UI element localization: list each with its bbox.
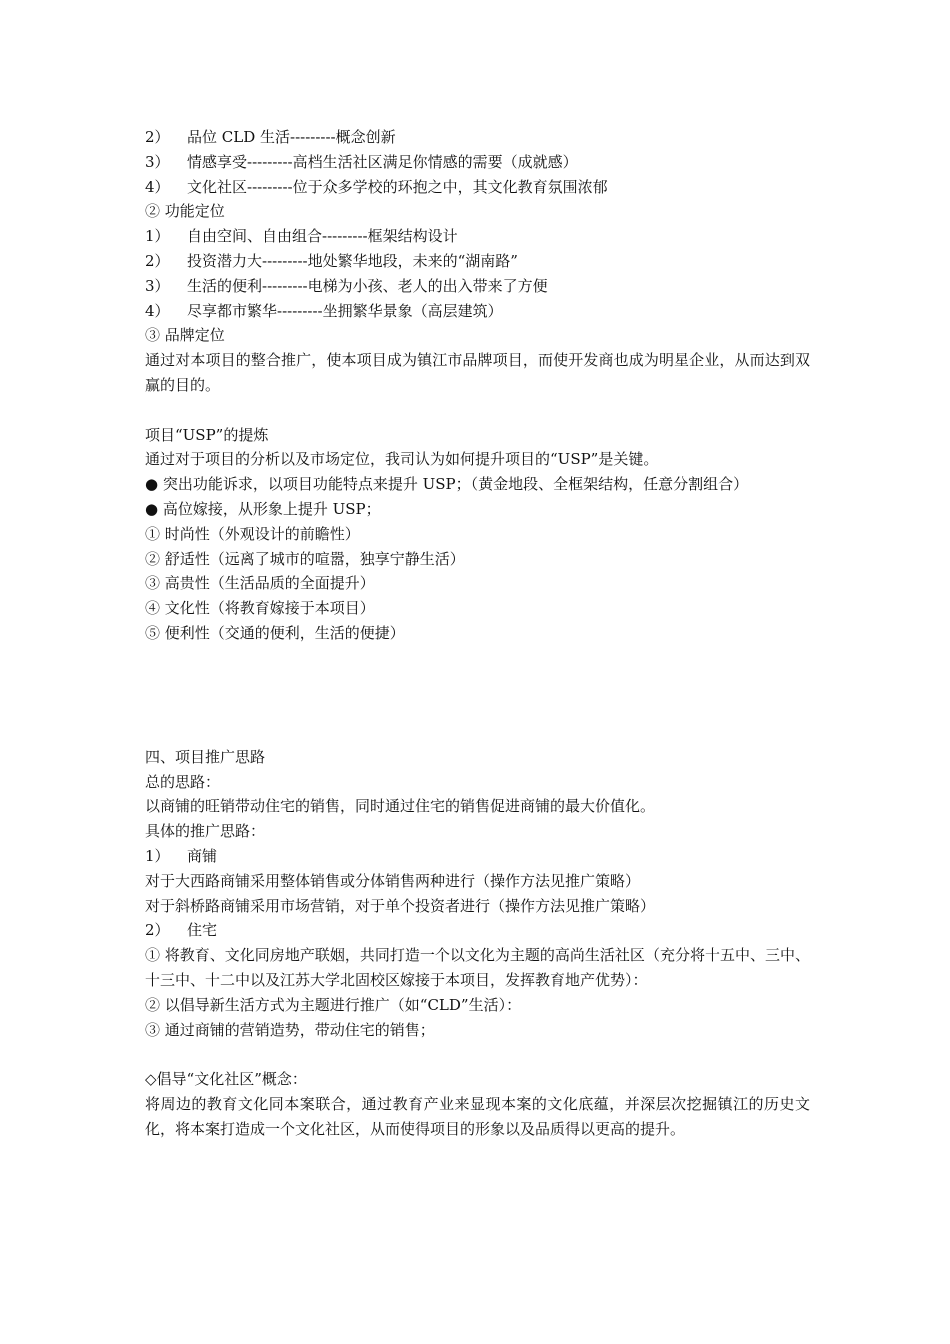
list-item <box>145 249 810 274</box>
usp-bullet-image: ● 高位嫁接，从形象上提升 USP； <box>145 499 381 518</box>
list-text: 生活的便利---------电梯为小孩、老人的出入带来了方便 <box>187 276 548 295</box>
list-item <box>145 175 810 200</box>
list-number: 3） <box>145 276 170 295</box>
residence-item: ③ 通过商铺的营销造势，带动住宅的销售； <box>145 1020 435 1039</box>
list-text: 投资潜力大---------地处繁华地段，未来的“湖南路” <box>187 251 518 270</box>
list-item <box>145 274 810 299</box>
usp-title: 项目“USP”的提炼 <box>145 425 269 444</box>
section-title: 四、项目推广思路 <box>145 747 266 766</box>
spacer <box>145 398 810 423</box>
list-text: 文化社区---------位于众多学校的环抱之中，其文化教育氛围浓郁 <box>187 177 608 196</box>
list-text: 商铺 <box>187 846 218 865</box>
usp-item: ④ 文化性（将教育嫁接于本项目） <box>145 599 375 618</box>
list-item <box>145 299 810 324</box>
residence-item: ② 以倡导新生活方式为主题进行推广（如“CLD”生活）： <box>145 995 522 1014</box>
residence-item: ① 将教育、文化同房地产联姻，共同打造一个以文化为主题的高尚生活社区（充分将十五中、三中、十三中、十二中以及江苏大学北固校区嫁接于本项目，发挥教育地产优势）： <box>145 946 810 989</box>
brand-positioning-heading: ③ 品牌定位 <box>145 326 225 345</box>
list-text: 自由空间、自由组合---------框架结构设计 <box>187 227 458 246</box>
list-text: 尽享都市繁华---------坐拥繁华景象（高层建筑） <box>187 301 503 320</box>
usp-item: ⑤ 便利性（交通的便利，生活的便捷） <box>145 623 405 642</box>
overall-label: 总的思路： <box>145 772 221 791</box>
shop-line: 对于斜桥路商铺采用市场营销，对于单个投资者进行（操作方法见推广策略） <box>145 896 656 915</box>
usp-item: ① 时尚性（外观设计的前瞻性） <box>145 524 360 543</box>
list-text: 住宅 <box>187 921 218 940</box>
residence-heading <box>145 918 810 943</box>
shop-line: 对于大西路商铺采用整体销售或分体销售两种进行（操作方法见推广策略） <box>145 871 641 890</box>
spacer <box>145 1042 810 1067</box>
culture-title: ◇倡导“文化社区”概念： <box>145 1070 307 1089</box>
list-item <box>145 224 810 249</box>
document-body <box>145 125 810 1141</box>
list-number: 2） <box>145 251 170 270</box>
function-positioning-heading: ② 功能定位 <box>145 202 225 221</box>
list-number: 4） <box>145 177 170 196</box>
usp-item: ② 舒适性（远离了城市的喧嚣，独享宁静生活） <box>145 549 465 568</box>
list-item <box>145 150 810 175</box>
list-number: 4） <box>145 301 170 320</box>
usp-intro: 通过对于项目的分析以及市场定位，我司认为如何提升项目的“USP”是关键。 <box>145 450 659 469</box>
brand-paragraph: 通过对本项目的整合推广，使本项目成为镇江市品牌项目，而使开发商也成为明星企业，从而达到双赢的目的。 <box>145 351 810 394</box>
list-text: 品位 CLD 生活---------概念创新 <box>187 128 396 146</box>
list-item <box>145 125 810 150</box>
specific-label: 具体的推广思路： <box>145 822 266 841</box>
usp-item: ③ 高贵性（生活品质的全面提升） <box>145 574 375 593</box>
list-number: 2） <box>145 128 170 146</box>
spacer <box>145 646 810 745</box>
usp-bullet-function: ● 突出功能诉求，以项目功能特点来提升 USP；（黄金地段、全框架结构，任意分割组合） <box>145 475 749 494</box>
list-number: 3） <box>145 152 170 171</box>
list-text: 情感享受---------高档生活社区满足你情感的需要（成就感） <box>187 152 578 171</box>
list-number: 1） <box>145 846 170 865</box>
overall-text: 以商铺的旺销带动住宅的销售，同时通过住宅的销售促进商铺的最大价值化。 <box>145 797 656 816</box>
list-number: 2） <box>145 921 170 940</box>
list-number: 1） <box>145 227 170 246</box>
culture-paragraph: 将周边的教育文化同本案联合，通过教育产业来显现本案的文化底蕴，并深层次挖掘镇江的历史文化，将本案打造成一个文化社区，从而使得项目的形象以及品质得以更高的提升。 <box>145 1094 810 1138</box>
shop-heading <box>145 844 810 869</box>
